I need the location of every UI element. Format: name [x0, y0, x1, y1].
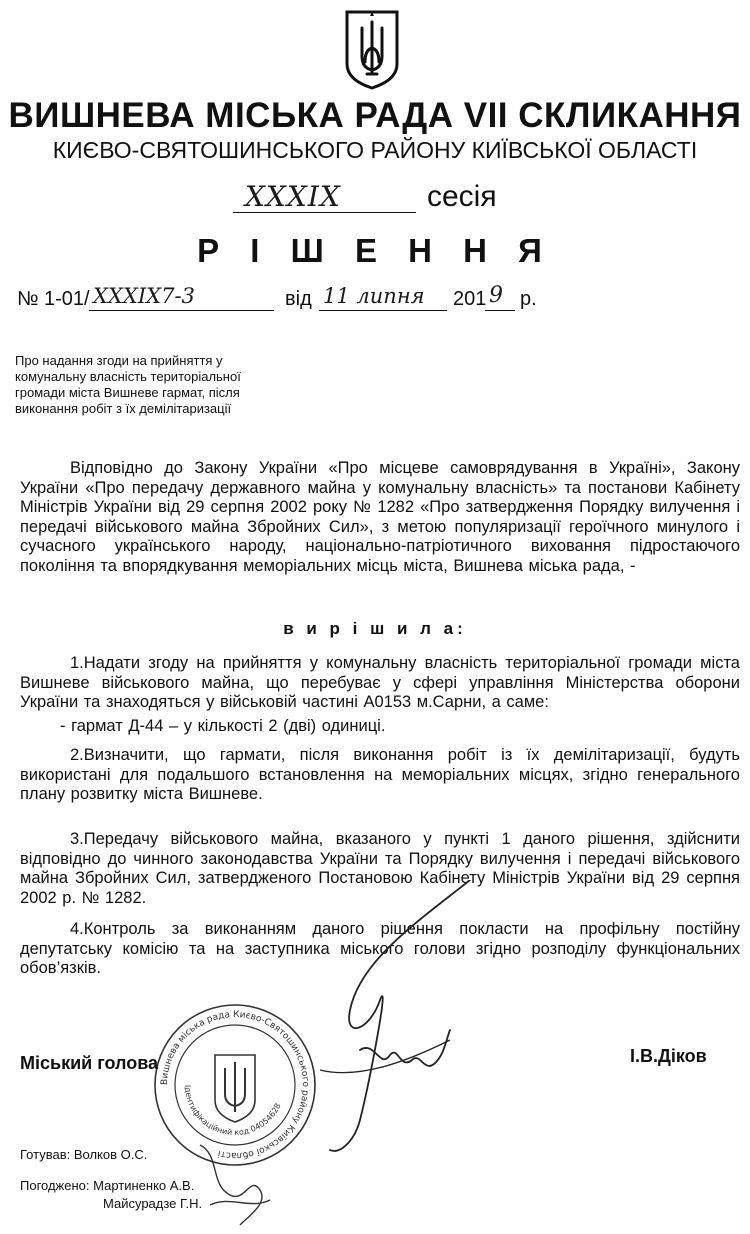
council-subtitle: КИЄВО-СВЯТОШИНСЬКОГО РАЙОНУ КИЇВСЬКОЇ ОБЛАСТІ [52, 137, 698, 163]
prepared-name: Волков О.С. [73, 1147, 148, 1162]
item-1: 1.Надати згоду на прийняття у комунальну власність територіальної громади міста Вишневе військового майна, що перебуває у сфері управління Міністерства оборони України та знаходяться у військовій частині А0153 м.Сарни, а саме: [20, 654, 740, 711]
signature-position: Міський голова [20, 1053, 159, 1073]
year-suffix: 9 [489, 283, 503, 308]
session-number: XXXIX [245, 180, 341, 213]
item-2: 2.Визначити, що гармати, після виконання робіт із їх демілітаризації, будуть використані для подальшого встановлення на меморіальних місцях, згідно генерального плану розвитку міста Вишневе. [20, 746, 740, 803]
preamble: Відповідно до Закону України «Про місцеве самоврядування в Україні», Закону України «Про передачу державного майна у комунальну власність» та постанови Кабінету Міністрів України від 29 серпня 2002 року № 1282 «Про затвердження Порядку вилучення і передачі військового майна Збройних Сил», з метою популяризації героїчного минулого і сучасного українського народу, національно-патріотичного виховання підростаючого покоління та впорядкування меморіальних місць міста, Вишнева міська рада, - [20, 459, 740, 575]
year-unit: р. [520, 288, 537, 310]
coat-of-arms-icon [343, 8, 401, 92]
mayor-handwritten-signature [300, 880, 480, 1160]
resolved-heading: в и р і ш и л а: [283, 619, 467, 638]
prepared-label: Готував: [20, 1147, 71, 1162]
stamp-trident-icon [215, 1055, 255, 1122]
decision-subject: Про надання згоди на прийняття у комунальну власність територіальної громади міста Вишневе гармат, після виконання робіт з їх демілітаризації [15, 353, 241, 416]
stamp-code-text: Ідентифікаційний код 04054628 [182, 1084, 283, 1138]
session-row [233, 178, 653, 218]
item-1-subitem: - гармат Д-44 – у кількості 2 (дві) одиниці. [60, 717, 386, 735]
prepared-by-row [20, 1147, 147, 1162]
registration-date: 11 липня [323, 284, 425, 308]
item-4: 4.Контроль за виконанням даного рішення покласти на профільну постійну депутатську комісію та на заступника міського голови згідно розподілу функціональних обов’язків. [20, 920, 740, 977]
approval-initials-scribble [190, 1135, 280, 1230]
agreed-name-1: Мартиненко А.В. [93, 1178, 195, 1193]
council-title: ВИШНЕВА МІСЬКА РАДА VII СКЛИКАННЯ [8, 96, 742, 135]
registration-row [17, 284, 577, 320]
registration-number: XXXIX7-3 [93, 284, 195, 308]
agreed-row [20, 1178, 194, 1193]
agreed-name-2: Майсурадзе Г.Н. [103, 1196, 203, 1211]
item-3: 3.Передачу військового майна, вказаного у пункті 1 даного рішення, здійснити відповідно до чинного законодавства України та Порядку вилучення і передачі військового майна Збройних Сил, затвердженого Постановою Кабінету Міністрів України від 29 серпня 2002 р. № 1282. [20, 830, 740, 907]
agreed-label: Погоджено: [20, 1178, 90, 1193]
session-label: сесія [427, 180, 497, 213]
registration-prefix: № 1-01/ [17, 288, 90, 310]
stamp-ring-text: Вишнева міська рада Києво-Святошинського району Київської області [159, 1009, 311, 1161]
svg-text:Ідентифікаційний код 04054628 [183, 1085, 283, 1137]
decision-title: Р І Ш Е Н Н Я [197, 232, 553, 269]
year-prefix: 201 [453, 288, 487, 310]
signature-name: І.В.Діков [630, 1046, 707, 1066]
date-from-label: від [285, 288, 312, 310]
